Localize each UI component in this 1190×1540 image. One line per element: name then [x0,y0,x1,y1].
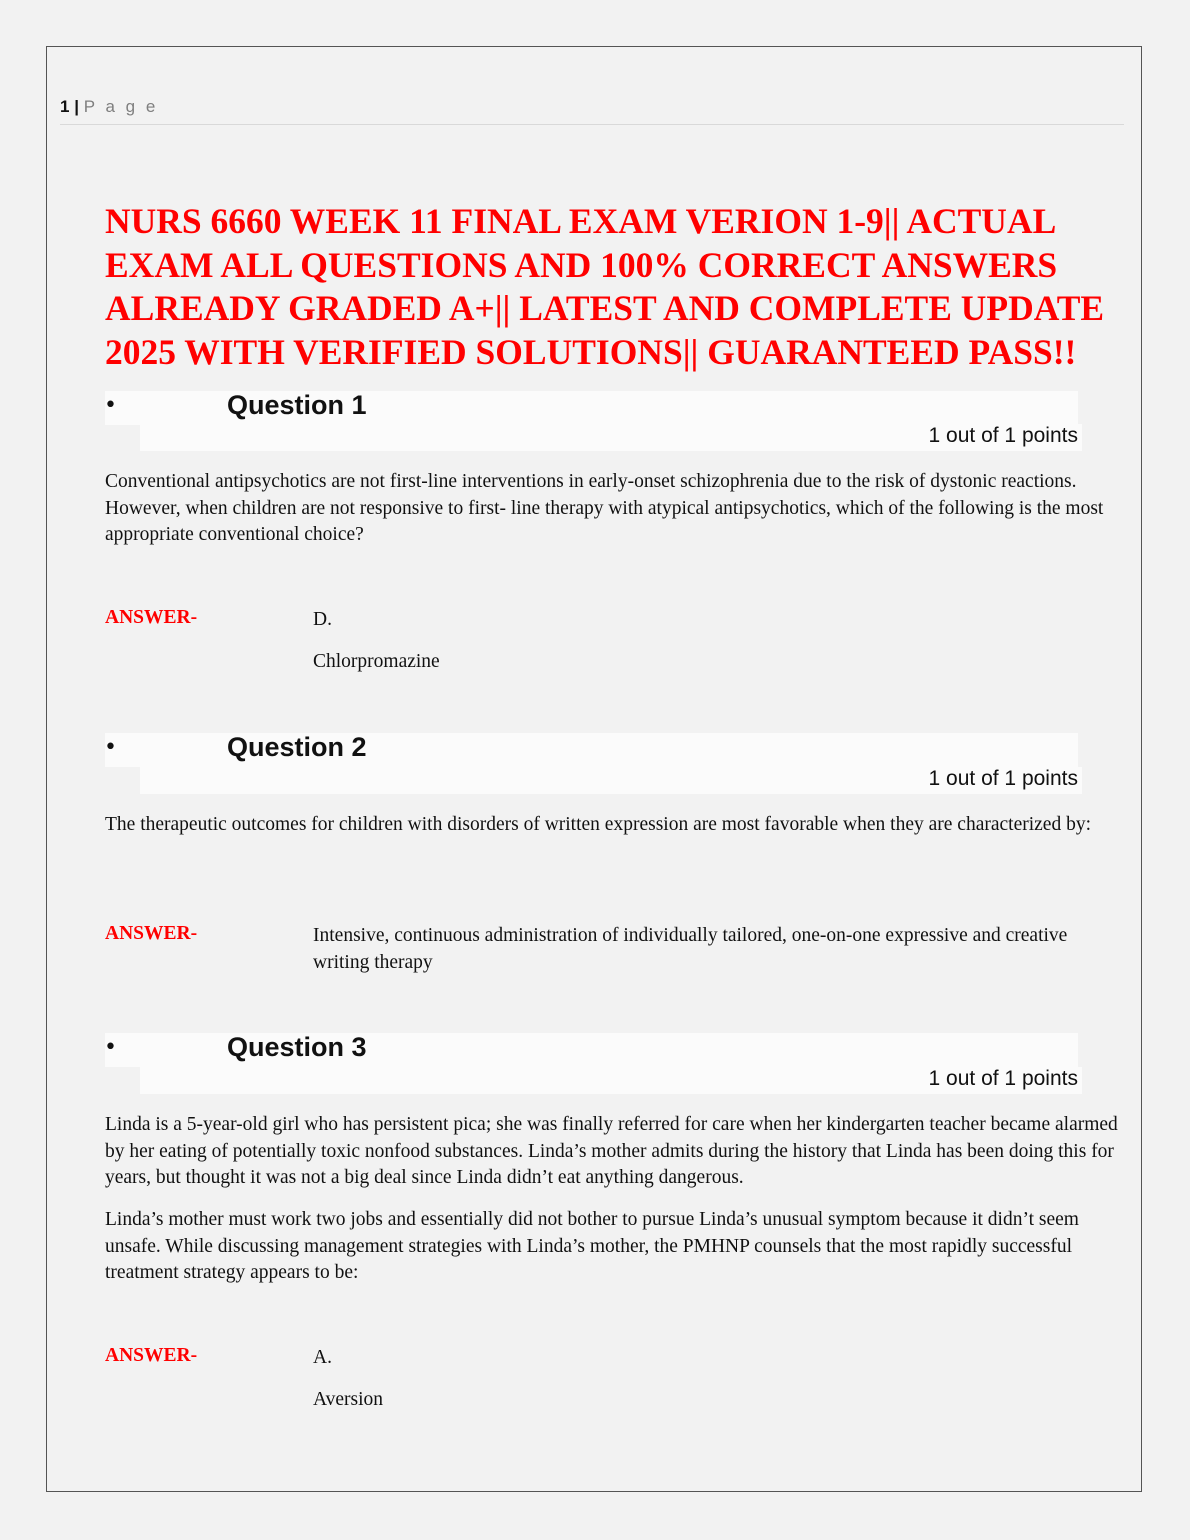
page-number: 1 [60,97,70,116]
header-divider [60,124,1124,125]
question-3-label: Question 3 [227,1032,367,1062]
question-1-points: 1 out of 1 points [928,424,1078,447]
bullet-icon: • [104,1035,117,1060]
question-3-text-paragraph-1: Linda is a 5-year-old girl who has persistent pica; she was finally referred for care when her kindergarten teacher became alarmed by her eating of potentially toxic nonfood substances. Linda’s mother admits during the history that Linda has been doing this for years, but thought it was not a big deal since Linda didn’t eat anything dangerous. [105,1114,1118,1188]
question-1-text: Conventional antipsychotics are not first-line interventions in early-onset schizophrenia due to the risk of dystonic reactions. However, when children are not responsive to first- line therapy with atypical antipsychotics, which of the following is the most appropriate conventional choice? [105,471,1104,545]
document-title: NURS 6660 WEEK 11 FINAL EXAM VERION 1-9|| ACTUAL EXAM ALL QUESTIONS AND 100% CORRECT ANSWERS ALREADY GRADED A+|| LATEST AND COMPLETE UPDATE 2025 WITH VERIFIED SOLUTIONS|| GUARANTEED PASS!! [105,201,1105,372]
question-2-answer-text: Intensive, continuous administration of individually tailored, one-on-one expressive and creative writing therapy [313,925,1068,973]
question-2-text: The therapeutic outcomes for children with disorders of written expression are most favorable when they are characterized by: [105,814,1091,835]
question-3-answer-label: ANSWER- [105,1345,198,1366]
bullet-icon: • [104,735,117,760]
question-1-answer-label: ANSWER- [105,607,198,628]
question-1-answer-text: Chlorpromazine [313,651,440,672]
page-separator: | [74,97,79,116]
question-2-label: Question 2 [227,732,367,762]
question-3-points: 1 out of 1 points [928,1067,1078,1090]
question-1-label: Question 1 [227,390,367,420]
question-2-answer-label: ANSWER- [105,923,198,944]
question-3-text-paragraph-2: Linda’s mother must work two jobs and essentially did not bother to pursue Linda’s unusual symptom because it didn’t seem unsafe. While discussing management strategies with Linda’s mother, the PMHNP counsels that the most rapidly successful treatment strategy appears to be: [105,1209,1079,1283]
page-header [60,97,158,117]
question-1-answer-letter: D. [313,609,332,630]
bullet-icon: • [104,393,117,418]
page-word: P a g e [83,97,159,116]
question-3-answer-text: Aversion [313,1389,384,1410]
question-3-answer-letter: A. [313,1347,332,1368]
question-2-points: 1 out of 1 points [928,767,1078,790]
